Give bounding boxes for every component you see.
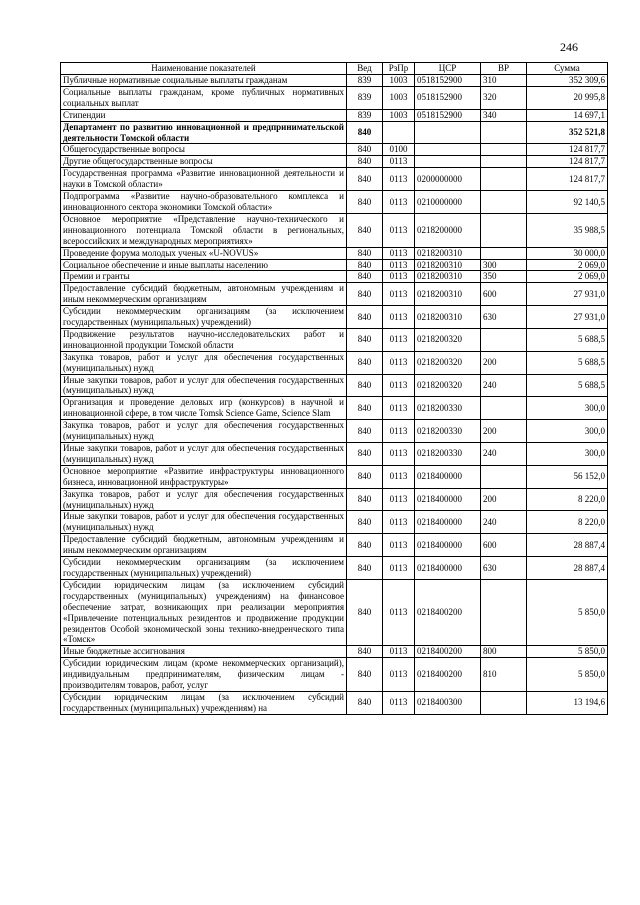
cell-rzpr: 0113 — [383, 247, 415, 259]
cell-ved: 840 — [347, 306, 383, 329]
cell-vr: 800 — [481, 646, 527, 658]
cell-rzpr: 0113 — [383, 351, 415, 374]
cell-rzpr: 0113 — [383, 443, 415, 466]
cell-name: Закупка товаров, работ и услуг для обеспечения государственных (муниципальных) нужд — [61, 488, 347, 511]
cell-name: Предоставление субсидий бюджетным, автономным учреждениям и иным некоммерческим организациям — [61, 283, 347, 306]
cell-vr: 300 — [481, 259, 527, 271]
cell-sum: 5 850,0 — [527, 579, 608, 645]
cell-name: Социальные выплаты гражданам, кроме публичных нормативных социальных выплат — [61, 86, 347, 109]
cell-name: Субсидии юридическим лицам (кроме некоммерческих организаций), индивидуальным предпринимателям, физическим лицам - производителям товаров, работ, услуг — [61, 658, 347, 692]
cell-name: Премии и гранты — [61, 271, 347, 283]
cell-vr: 320 — [481, 86, 527, 109]
cell-ved: 840 — [347, 511, 383, 534]
cell-rzpr: 0113 — [383, 658, 415, 692]
cell-vr: 240 — [481, 443, 527, 466]
cell-name: Субсидии некоммерческим организациям (за исключением государственных (муниципальных) учреждений) — [61, 306, 347, 329]
cell-csr: 0218400000 — [415, 465, 481, 488]
cell-vr: 240 — [481, 511, 527, 534]
cell-csr: 0218400200 — [415, 658, 481, 692]
cell-rzpr: 1003 — [383, 75, 415, 87]
cell-vr: 200 — [481, 488, 527, 511]
cell-name: Закупка товаров, работ и услуг для обеспечения государственных (муниципальных) нужд — [61, 420, 347, 443]
cell-sum: 13 194,6 — [527, 691, 608, 714]
cell-csr: 0518152900 — [415, 75, 481, 87]
cell-ved: 839 — [347, 75, 383, 87]
cell-ved: 840 — [347, 213, 383, 247]
cell-sum: 300,0 — [527, 443, 608, 466]
cell-vr — [481, 397, 527, 420]
cell-name: Предоставление субсидий бюджетным, автономным учреждениям и иным некоммерческим организациям — [61, 534, 347, 557]
cell-vr — [481, 579, 527, 645]
cell-csr: 0218200310 — [415, 259, 481, 271]
cell-csr: 0218200310 — [415, 247, 481, 259]
cell-csr: 0518152900 — [415, 109, 481, 121]
cell-name: Иные бюджетные ассигнования — [61, 646, 347, 658]
cell-ved: 840 — [347, 191, 383, 214]
cell-sum: 5 688,5 — [527, 374, 608, 397]
table-row — [61, 691, 608, 714]
table-row — [61, 86, 608, 109]
table-row — [61, 658, 608, 692]
table-row — [61, 465, 608, 488]
cell-rzpr: 0113 — [383, 168, 415, 191]
cell-ved: 840 — [347, 328, 383, 351]
header-sum: Сумма — [527, 63, 608, 75]
table-row — [61, 374, 608, 397]
cell-name: Субсидии некоммерческим организациям (за исключением государственных (муниципальных) учреждений) — [61, 557, 347, 580]
cell-rzpr: 0113 — [383, 191, 415, 214]
cell-csr: 0218200000 — [415, 213, 481, 247]
table-row — [61, 443, 608, 466]
cell-rzpr: 0113 — [383, 557, 415, 580]
cell-ved: 840 — [347, 658, 383, 692]
cell-csr: 0218400200 — [415, 646, 481, 658]
cell-rzpr: 0100 — [383, 144, 415, 156]
cell-name: Основное мероприятие «Развитие инфраструктуры инновационного бизнеса, инновационной инфраструктуры» — [61, 465, 347, 488]
table-body — [61, 75, 608, 715]
cell-name: Проведение форума молодых ученых «U-NOVUS» — [61, 247, 347, 259]
cell-csr: 0218200320 — [415, 374, 481, 397]
cell-rzpr: 0113 — [383, 646, 415, 658]
cell-rzpr: 0113 — [383, 397, 415, 420]
cell-ved: 840 — [347, 557, 383, 580]
cell-ved: 840 — [347, 534, 383, 557]
cell-ved: 840 — [347, 283, 383, 306]
cell-ved: 840 — [347, 156, 383, 168]
table-row — [61, 511, 608, 534]
table-row — [61, 283, 608, 306]
cell-vr: 600 — [481, 283, 527, 306]
cell-ved: 840 — [347, 579, 383, 645]
cell-csr — [415, 144, 481, 156]
cell-csr: 0218200330 — [415, 397, 481, 420]
cell-name: Общегосударственные вопросы — [61, 144, 347, 156]
cell-sum: 5 850,0 — [527, 658, 608, 692]
cell-rzpr: 0113 — [383, 691, 415, 714]
cell-name: Субсидии юридическим лицам (за исключением субсидий государственных (муниципальных) учреждениям) на — [61, 691, 347, 714]
table-row — [61, 144, 608, 156]
cell-sum: 300,0 — [527, 397, 608, 420]
cell-vr: 630 — [481, 306, 527, 329]
cell-csr: 0218200310 — [415, 306, 481, 329]
cell-ved: 840 — [347, 443, 383, 466]
cell-rzpr: 0113 — [383, 283, 415, 306]
cell-ved: 840 — [347, 646, 383, 658]
cell-rzpr: 1003 — [383, 86, 415, 109]
cell-name: Иные закупки товаров, работ и услуг для обеспечения государственных (муниципальных) нужд — [61, 374, 347, 397]
cell-sum: 5 688,5 — [527, 351, 608, 374]
cell-sum: 8 220,0 — [527, 511, 608, 534]
table-row — [61, 168, 608, 191]
cell-csr: 0218200330 — [415, 420, 481, 443]
cell-rzpr: 0113 — [383, 511, 415, 534]
cell-sum: 27 931,0 — [527, 306, 608, 329]
table-row — [61, 247, 608, 259]
cell-sum: 14 697,1 — [527, 109, 608, 121]
cell-sum: 352 521,8 — [527, 121, 608, 144]
cell-name: Закупка товаров, работ и услуг для обеспечения государственных (муниципальных) нужд — [61, 351, 347, 374]
cell-rzpr: 0113 — [383, 534, 415, 557]
cell-csr: 0218200320 — [415, 351, 481, 374]
cell-name: Иные закупки товаров, работ и услуг для обеспечения государственных (муниципальных) нужд — [61, 511, 347, 534]
cell-name: Основное мероприятие «Представление научно-технического и инновационного потенциала Томской области в региональных, всероссийских и международных мероприятиях» — [61, 213, 347, 247]
page-number: 246 — [560, 40, 578, 54]
cell-rzpr: 0113 — [383, 271, 415, 283]
cell-csr: 0218400000 — [415, 534, 481, 557]
cell-sum: 300,0 — [527, 420, 608, 443]
table-row — [61, 420, 608, 443]
cell-ved: 840 — [347, 271, 383, 283]
cell-name: Департамент по развитию инновационной и предпринимательской деятельности Томской области — [61, 121, 347, 144]
cell-sum: 28 887,4 — [527, 557, 608, 580]
header-name: Наименование показателей — [61, 63, 347, 75]
table-row — [61, 328, 608, 351]
cell-name: Иные закупки товаров, работ и услуг для обеспечения государственных (муниципальных) нужд — [61, 443, 347, 466]
table-row — [61, 121, 608, 144]
table-row — [61, 488, 608, 511]
header-csr: ЦСР — [415, 63, 481, 75]
cell-vr — [481, 328, 527, 351]
cell-sum: 28 887,4 — [527, 534, 608, 557]
table-row — [61, 259, 608, 271]
cell-rzpr — [383, 121, 415, 144]
cell-sum: 124 817,7 — [527, 156, 608, 168]
cell-vr — [481, 191, 527, 214]
cell-ved: 839 — [347, 86, 383, 109]
cell-rzpr: 0113 — [383, 465, 415, 488]
cell-name: Субсидии юридическим лицам (за исключением субсидий государственных (муниципальных) учреждениям) на финансовое обеспечение затрат, возникающих при реализации мероприятия «Привлечение потенциальных резидентов и продвижение продукции резидентов Особой экономической зоны технико-внедренческого типа «Томск» — [61, 579, 347, 645]
table-row — [61, 397, 608, 420]
cell-sum: 2 069,0 — [527, 259, 608, 271]
cell-sum: 2 069,0 — [527, 271, 608, 283]
cell-rzpr: 0113 — [383, 579, 415, 645]
table-row — [61, 534, 608, 557]
cell-ved: 840 — [347, 144, 383, 156]
cell-sum: 352 309,6 — [527, 75, 608, 87]
cell-vr — [481, 156, 527, 168]
cell-csr — [415, 156, 481, 168]
cell-sum: 8 220,0 — [527, 488, 608, 511]
cell-csr: 0218400000 — [415, 488, 481, 511]
cell-sum: 35 988,5 — [527, 213, 608, 247]
cell-csr: 0218400000 — [415, 557, 481, 580]
cell-csr: 0218200310 — [415, 271, 481, 283]
cell-sum: 5 688,5 — [527, 328, 608, 351]
cell-ved: 840 — [347, 420, 383, 443]
cell-vr — [481, 691, 527, 714]
cell-rzpr: 0113 — [383, 213, 415, 247]
table-row — [61, 109, 608, 121]
cell-sum: 20 995,8 — [527, 86, 608, 109]
cell-csr: 0218200320 — [415, 328, 481, 351]
cell-name: Публичные нормативные социальные выплаты гражданам — [61, 75, 347, 87]
table-header-row — [61, 63, 608, 75]
cell-rzpr: 0113 — [383, 328, 415, 351]
cell-ved: 840 — [347, 259, 383, 271]
cell-sum: 56 152,0 — [527, 465, 608, 488]
cell-ved: 840 — [347, 374, 383, 397]
cell-vr — [481, 465, 527, 488]
cell-vr — [481, 168, 527, 191]
cell-rzpr: 0113 — [383, 420, 415, 443]
table-row — [61, 213, 608, 247]
budget-table — [60, 62, 608, 715]
cell-ved: 840 — [347, 488, 383, 511]
cell-vr: 630 — [481, 557, 527, 580]
cell-ved: 840 — [347, 351, 383, 374]
cell-sum: 124 817,7 — [527, 144, 608, 156]
cell-csr: 0200000000 — [415, 168, 481, 191]
cell-name: Организация и проведение деловых игр (конкурсов) в научной и инновационной сфере, в том числе Tomsk Science Game, Science Slam — [61, 397, 347, 420]
cell-vr: 350 — [481, 271, 527, 283]
cell-sum: 124 817,7 — [527, 168, 608, 191]
table-row — [61, 306, 608, 329]
cell-ved: 840 — [347, 121, 383, 144]
cell-ved: 839 — [347, 109, 383, 121]
cell-sum: 27 931,0 — [527, 283, 608, 306]
cell-ved: 840 — [347, 691, 383, 714]
cell-rzpr: 0113 — [383, 156, 415, 168]
cell-vr: 200 — [481, 351, 527, 374]
cell-sum: 5 850,0 — [527, 646, 608, 658]
cell-vr — [481, 213, 527, 247]
cell-rzpr: 0113 — [383, 306, 415, 329]
cell-vr — [481, 144, 527, 156]
cell-ved: 840 — [347, 247, 383, 259]
cell-name: Государственная программа «Развитие инновационной деятельности и науки в Томской области» — [61, 168, 347, 191]
cell-csr: 0210000000 — [415, 191, 481, 214]
cell-csr: 0218400200 — [415, 579, 481, 645]
table-row — [61, 75, 608, 87]
cell-rzpr: 0113 — [383, 488, 415, 511]
cell-csr: 0518152900 — [415, 86, 481, 109]
cell-name: Другие общегосударственные вопросы — [61, 156, 347, 168]
cell-vr — [481, 247, 527, 259]
cell-rzpr: 0113 — [383, 259, 415, 271]
cell-csr: 0218400000 — [415, 511, 481, 534]
header-ved: Вед — [347, 63, 383, 75]
table-row — [61, 156, 608, 168]
cell-vr: 200 — [481, 420, 527, 443]
cell-ved: 840 — [347, 465, 383, 488]
cell-ved: 840 — [347, 168, 383, 191]
table-row — [61, 557, 608, 580]
cell-name: Социальное обеспечение и иные выплаты населению — [61, 259, 347, 271]
cell-csr: 0218200330 — [415, 443, 481, 466]
header-rzpr: РзПр — [383, 63, 415, 75]
cell-csr: 0218400300 — [415, 691, 481, 714]
cell-vr: 810 — [481, 658, 527, 692]
cell-name: Стипендии — [61, 109, 347, 121]
cell-name: Продвижение результатов научно-исследовательских работ и инновационной продукции Томской области — [61, 328, 347, 351]
cell-rzpr: 1003 — [383, 109, 415, 121]
table-row — [61, 191, 608, 214]
cell-vr — [481, 121, 527, 144]
table-row — [61, 579, 608, 645]
cell-vr: 310 — [481, 75, 527, 87]
cell-sum: 30 000,0 — [527, 247, 608, 259]
cell-vr: 600 — [481, 534, 527, 557]
cell-sum: 92 140,5 — [527, 191, 608, 214]
table-row — [61, 271, 608, 283]
header-vr: ВР — [481, 63, 527, 75]
cell-ved: 840 — [347, 397, 383, 420]
cell-name: Подпрограмма «Развитие научно-образовательного комплекса и инновационного сектора экономики Томской области» — [61, 191, 347, 214]
table-row — [61, 351, 608, 374]
table-row — [61, 646, 608, 658]
cell-rzpr: 0113 — [383, 374, 415, 397]
cell-csr — [415, 121, 481, 144]
cell-vr: 240 — [481, 374, 527, 397]
cell-vr: 340 — [481, 109, 527, 121]
cell-csr: 0218200310 — [415, 283, 481, 306]
